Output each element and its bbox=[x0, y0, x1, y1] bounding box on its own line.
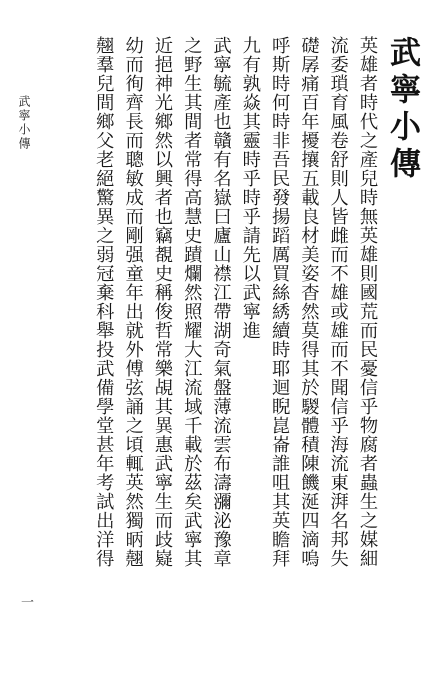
text-column: 之野生其間者常得高慧史蹟爛然照耀大江流域千載於茲矣武寧其 bbox=[181, 36, 203, 568]
text-column: 幼而徇齊長而聰敏成而剛强童年出就外傅弦誦之頃輒英然獨昞翹 bbox=[122, 36, 144, 568]
chapter-title: 武寧小傳 bbox=[384, 36, 420, 184]
body-text bbox=[89, 36, 382, 636]
text-column: 九有孰焱其靈時乎時乎請先以武寧進 bbox=[239, 36, 261, 340]
page-number: 一 bbox=[18, 595, 33, 608]
text-column: 英雄者時代之產兒時無英雄則國荒而民憂信乎物腐者蟲生之媒細 bbox=[357, 36, 378, 568]
text-column: 近挹神光鄉然以興者也竊覩史稱俊哲常樂覘其異惠武寧生而歧嶷 bbox=[151, 36, 173, 568]
running-head: 武寧小傳 bbox=[17, 95, 31, 151]
text-column: 翹羣兒間鄉父老絕驚異之弱冠棄科舉投武備學堂甚年考試出洋得 bbox=[93, 36, 115, 568]
text-column: 流委瑣育風卷舒則人皆雌而不雄或雄而不聞信乎海流東湃名邦失 bbox=[327, 36, 349, 568]
text-column: 礎孱痛百年擾攘五載良材美姿杳然莫得其於騣體積陳饑涎四滴嗚 bbox=[298, 36, 320, 568]
text-column: 呼斯時何時非吾民發揚蹈厲買絲綉續時耶迴睨崑崙誰咀其英瞻拜 bbox=[269, 36, 291, 568]
text-column: 武寧毓產也贛有名嶽曰廬山襟江帶湖奇氣盤薄流雲布濤瀰泌豫章 bbox=[210, 36, 232, 568]
